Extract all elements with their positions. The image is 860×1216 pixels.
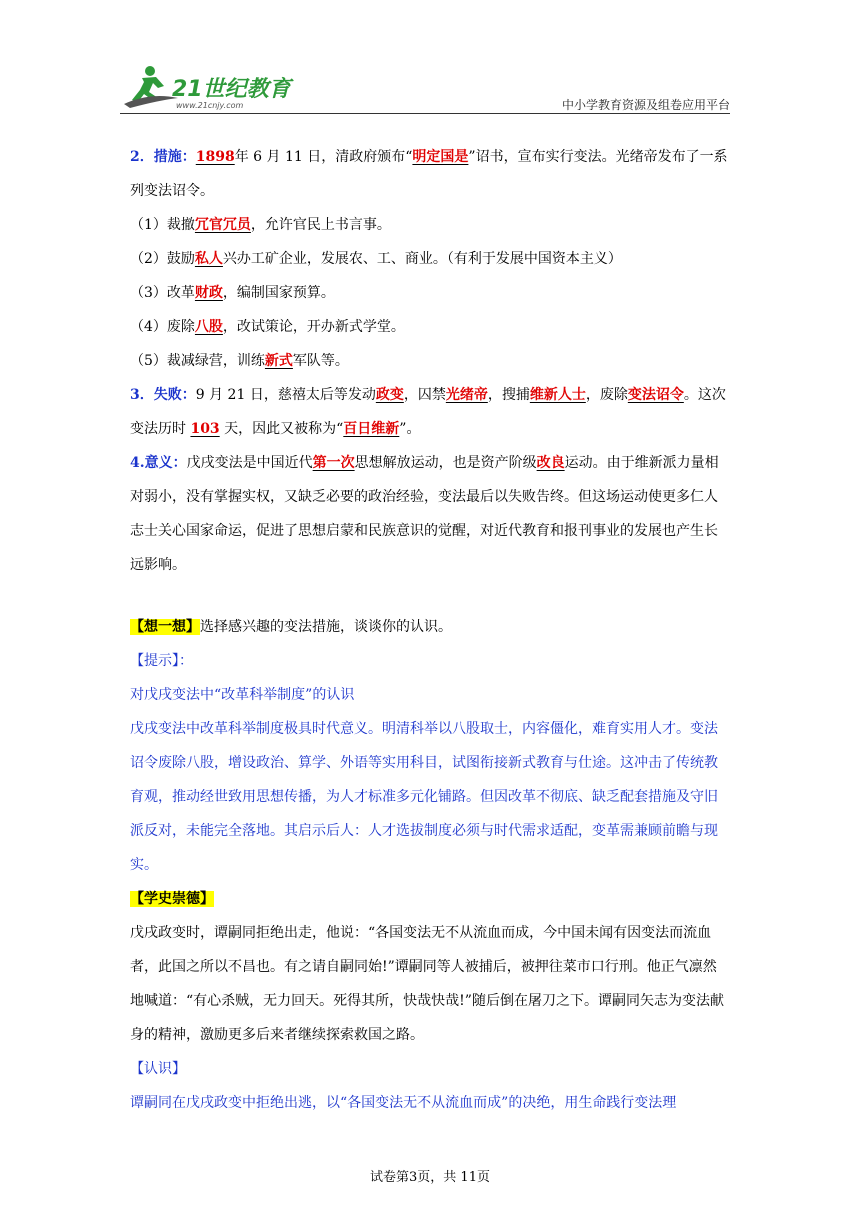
page-footer: 试卷第3页，共 11页	[370, 1170, 490, 1185]
item-suffix: ，编制国家预算。	[222, 285, 335, 301]
item-suffix: ，允许官民上书言事。	[250, 217, 391, 233]
item-prefix: （1）裁撤	[130, 217, 195, 233]
failure-keyword: 维新人士	[529, 387, 586, 403]
significance-keyword: 第一次	[312, 455, 355, 471]
significance-text: 思想解放运动，也是资产阶级	[354, 455, 537, 471]
measures-text-2: ”诏书，宣布实行变法。光绪帝发布了一系列变法诏令。	[130, 149, 728, 199]
measures-decree: 明定国是	[412, 149, 469, 165]
understanding-body: 谭嗣同在戊戌政变中拒绝出逃，以“各国变法无不从流血而成”的决绝，用生命践行变法理	[130, 1095, 677, 1111]
measure-item-1	[130, 208, 730, 242]
failure-text: ，搜捕	[487, 387, 530, 403]
failure-text: 9 月 21 日，慈禧太后等发动	[195, 387, 376, 403]
measure-item-4	[130, 310, 730, 344]
measures-label: 2．措施：	[130, 149, 196, 165]
section-measures	[130, 140, 730, 208]
document-body	[130, 140, 730, 1120]
item-prefix: （2）鼓励	[130, 251, 195, 267]
failure-text: 天，因此又被称为“	[219, 421, 344, 437]
measure-item-2	[130, 242, 730, 276]
item-keyword: 新式	[264, 353, 293, 369]
item-prefix: （3）改革	[130, 285, 195, 301]
header-platform-text: 中小学教育资源及组卷应用平台	[561, 98, 730, 112]
hint-body: 戊戌变法中改革科举制度极具时代意义。明清科举以八股取士，内容僵化，难育实用人才。变法诏令废除八股，增设政治、算学、外语等实用科目，试图衔接新式教育与仕途。这冲击了传统教育观，推动经世致用思想传播，为人才标准多元化铺路。但因改革不彻底、缺乏配套措施及守旧派反对，未能完全落地。其启示后人：人才选拔制度必须与时代需求适配，变革需兼顾前瞻与现实。	[130, 721, 718, 873]
page-header	[120, 64, 730, 114]
hint-title: 对戊戌变法中“改革科举制度”的认识	[130, 687, 355, 703]
item-suffix: 军队等。	[292, 353, 349, 369]
item-prefix: （4）废除	[130, 319, 195, 335]
failure-keyword: 103	[190, 421, 220, 437]
think-question	[130, 610, 730, 644]
failure-text: ”。	[399, 421, 421, 437]
item-suffix: 兴办工矿企业，发展农、工、商业。（有利于发展中国资本主义）	[222, 251, 622, 267]
think-tag: 【想一想】	[130, 619, 200, 635]
item-keyword: 冗官冗员	[194, 217, 251, 233]
measures-text-1: 年 6 月 11 日，清政府颁布“	[234, 149, 413, 165]
item-keyword: 财政	[194, 285, 223, 301]
failure-keyword: 百日维新	[343, 421, 400, 437]
history-tag: 【学史崇德】	[130, 891, 214, 907]
history-body: 戊戌政变时，谭嗣同拒绝出走，他说：“各国变法无不从流血而成，今中国未闻有因变法而流血者，此国之所以不昌也。有之请自嗣同始!”谭嗣同等人被捕后，被押往菜市口行刑。他正气凛然地喊道：“有心杀贼，无力回天。死得其所，快哉快哉!”随后倒在屠刀之下。谭嗣同矢志为变法献身的精神，激励更多后来者继续探索救国之路。	[130, 925, 724, 1043]
item-keyword: 八股	[194, 319, 223, 335]
section-significance	[130, 446, 730, 582]
failure-text: ，废除	[585, 387, 628, 403]
header-divider	[120, 113, 730, 114]
history-heading	[130, 882, 730, 916]
significance-text: 戊戌变法是中国近代	[186, 455, 313, 471]
think-question-text: 选择感兴趣的变法措施，谈谈你的认识。	[200, 619, 452, 635]
failure-text: ，囚禁	[403, 387, 446, 403]
failure-text: 。这次变法历时	[130, 387, 726, 437]
significance-keyword: 改良	[536, 455, 565, 471]
measures-year: 1898	[195, 149, 235, 165]
significance-label: 4.意义：	[130, 455, 187, 471]
item-prefix: （5）裁减绿营，训练	[130, 353, 265, 369]
measure-item-3	[130, 276, 730, 310]
logo	[120, 64, 320, 112]
understanding-tag: 【认识】	[130, 1061, 186, 1077]
hint-label: 【提示】：	[130, 653, 193, 669]
failure-keyword: 政变	[375, 387, 404, 403]
item-keyword: 私人	[194, 251, 223, 267]
spacer	[130, 582, 730, 610]
logo-text: 21世纪教育	[172, 77, 291, 102]
measure-item-5	[130, 344, 730, 378]
failure-keyword: 变法诏令	[627, 387, 684, 403]
failure-label: 3．失败：	[130, 387, 196, 403]
failure-keyword: 光绪帝	[445, 387, 488, 403]
runner-icon	[124, 66, 178, 108]
item-suffix: ，改试策论，开办新式学堂。	[222, 319, 405, 335]
section-failure	[130, 378, 730, 446]
logo-url: www.21cnjy.com	[176, 101, 244, 110]
significance-text: 运动。由于维新派力量相对弱小，没有掌握实权，又缺乏必要的政治经验，变法最后以失败告终。但这场运动使更多仁人志士关心国家命运，促进了思想启蒙和民族意识的觉醒，对近代教育和报刊事业的发展也产生长远影响。	[130, 455, 719, 573]
